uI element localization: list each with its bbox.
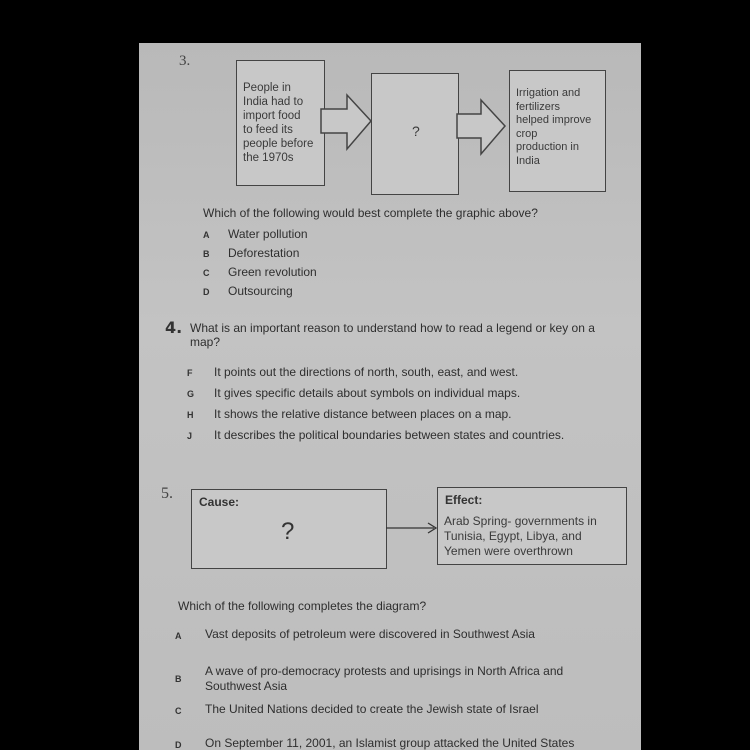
cause-effect-arrow-icon	[386, 521, 441, 535]
question-4-number: 4.	[165, 318, 183, 337]
option-text: Outsourcing	[228, 284, 293, 298]
worksheet-page	[139, 43, 641, 750]
question-4-line: What is an important reason to understand how to read a legend or key on a	[190, 321, 595, 335]
question-3-options	[203, 225, 317, 301]
option-letter: B	[175, 674, 182, 684]
option-text: Southwest Asia	[205, 679, 288, 693]
flow-box-left-line: import food	[243, 110, 301, 122]
question-5-options	[175, 627, 635, 750]
flow-box-left-line: India had to	[243, 96, 304, 108]
answer-option[interactable]	[203, 225, 317, 244]
cause-question-mark: ?	[281, 518, 295, 545]
option-letter: J	[187, 431, 193, 441]
option-text: The United Nations decided to create the Jewish state of Israel	[205, 702, 539, 716]
flow-box-left-line: people before	[243, 138, 314, 150]
question-5-number: 5.	[161, 485, 173, 502]
option-text: Water pollution	[228, 227, 308, 241]
option-letter: F	[187, 368, 193, 378]
option-letter: C	[203, 268, 210, 278]
option-letter: A	[203, 230, 210, 240]
flow-box-right-line: helped improve	[516, 114, 592, 126]
effect-box	[437, 487, 627, 565]
flow-box-left-line: to feed its	[243, 124, 293, 136]
flow-arrow-2-icon	[455, 98, 515, 160]
option-text: Vast deposits of petroleum were discovered in Southwest Asia	[205, 627, 535, 641]
option-letter: G	[187, 389, 195, 399]
flow-box-middle-question-mark: ?	[412, 123, 420, 139]
option-letter: A	[175, 631, 182, 641]
effect-line: Arab Spring- governments in	[444, 514, 597, 528]
answer-option[interactable]	[187, 363, 564, 384]
option-text: It shows the relative distance between places on a map.	[214, 407, 512, 421]
cause-label: Cause:	[199, 495, 240, 509]
answer-option[interactable]	[175, 736, 635, 750]
question-3-text: Which of the following would best complete the graphic above?	[203, 206, 538, 220]
flow-arrow-1-icon	[319, 93, 379, 155]
answer-option[interactable]	[175, 627, 635, 658]
option-text: Green revolution	[228, 265, 317, 279]
option-text: A wave of pro-democracy protests and uprisings in North Africa and	[205, 664, 564, 678]
flow-box-left	[236, 60, 325, 186]
flow-box-left-line: People in	[243, 82, 291, 94]
answer-option[interactable]	[203, 244, 317, 263]
question-4-options	[187, 363, 564, 447]
question-5-text: Which of the following completes the diagram?	[178, 599, 427, 613]
effect-line: Yemen were overthrown	[444, 544, 573, 558]
answer-option[interactable]	[187, 384, 564, 405]
option-text: It describes the political boundaries between states and countries.	[214, 428, 565, 442]
answer-option[interactable]	[187, 426, 564, 447]
flow-box-right-line: fertilizers	[516, 100, 561, 113]
option-text: It points out the directions of north, south, east, and west.	[214, 365, 519, 379]
answer-option[interactable]	[175, 658, 635, 700]
question-4-line: map?	[190, 335, 221, 349]
flow-box-right	[509, 70, 606, 192]
flow-box-left-line: the 1970s	[243, 152, 294, 164]
flow-box-right-line: production in	[516, 141, 579, 153]
flow-box-right-line: crop	[516, 127, 538, 140]
answer-option[interactable]	[203, 282, 317, 301]
option-letter: D	[203, 287, 210, 297]
effect-label: Effect:	[445, 493, 483, 507]
flow-box-right-line: India	[516, 154, 540, 167]
answer-option[interactable]	[203, 263, 317, 282]
question-3-number: 3.	[179, 53, 191, 69]
option-letter: B	[203, 249, 210, 259]
option-text: It gives specific details about symbols on individual maps.	[214, 386, 521, 400]
option-letter: H	[187, 410, 194, 420]
question-4-text	[190, 321, 640, 349]
cause-box	[191, 489, 387, 569]
effect-text	[444, 514, 597, 559]
flow-box-middle	[371, 73, 459, 195]
answer-option[interactable]	[187, 405, 564, 426]
flow-box-right-line: Irrigation and	[516, 87, 581, 99]
option-letter: C	[175, 706, 182, 716]
option-text: Deforestation	[228, 246, 300, 260]
answer-option[interactable]	[175, 700, 635, 736]
option-letter: D	[175, 740, 182, 750]
effect-line: Tunisia, Egypt, Libya, and	[444, 529, 582, 543]
option-text: On September 11, 2001, an Islamist group attacked the United States	[205, 736, 575, 750]
